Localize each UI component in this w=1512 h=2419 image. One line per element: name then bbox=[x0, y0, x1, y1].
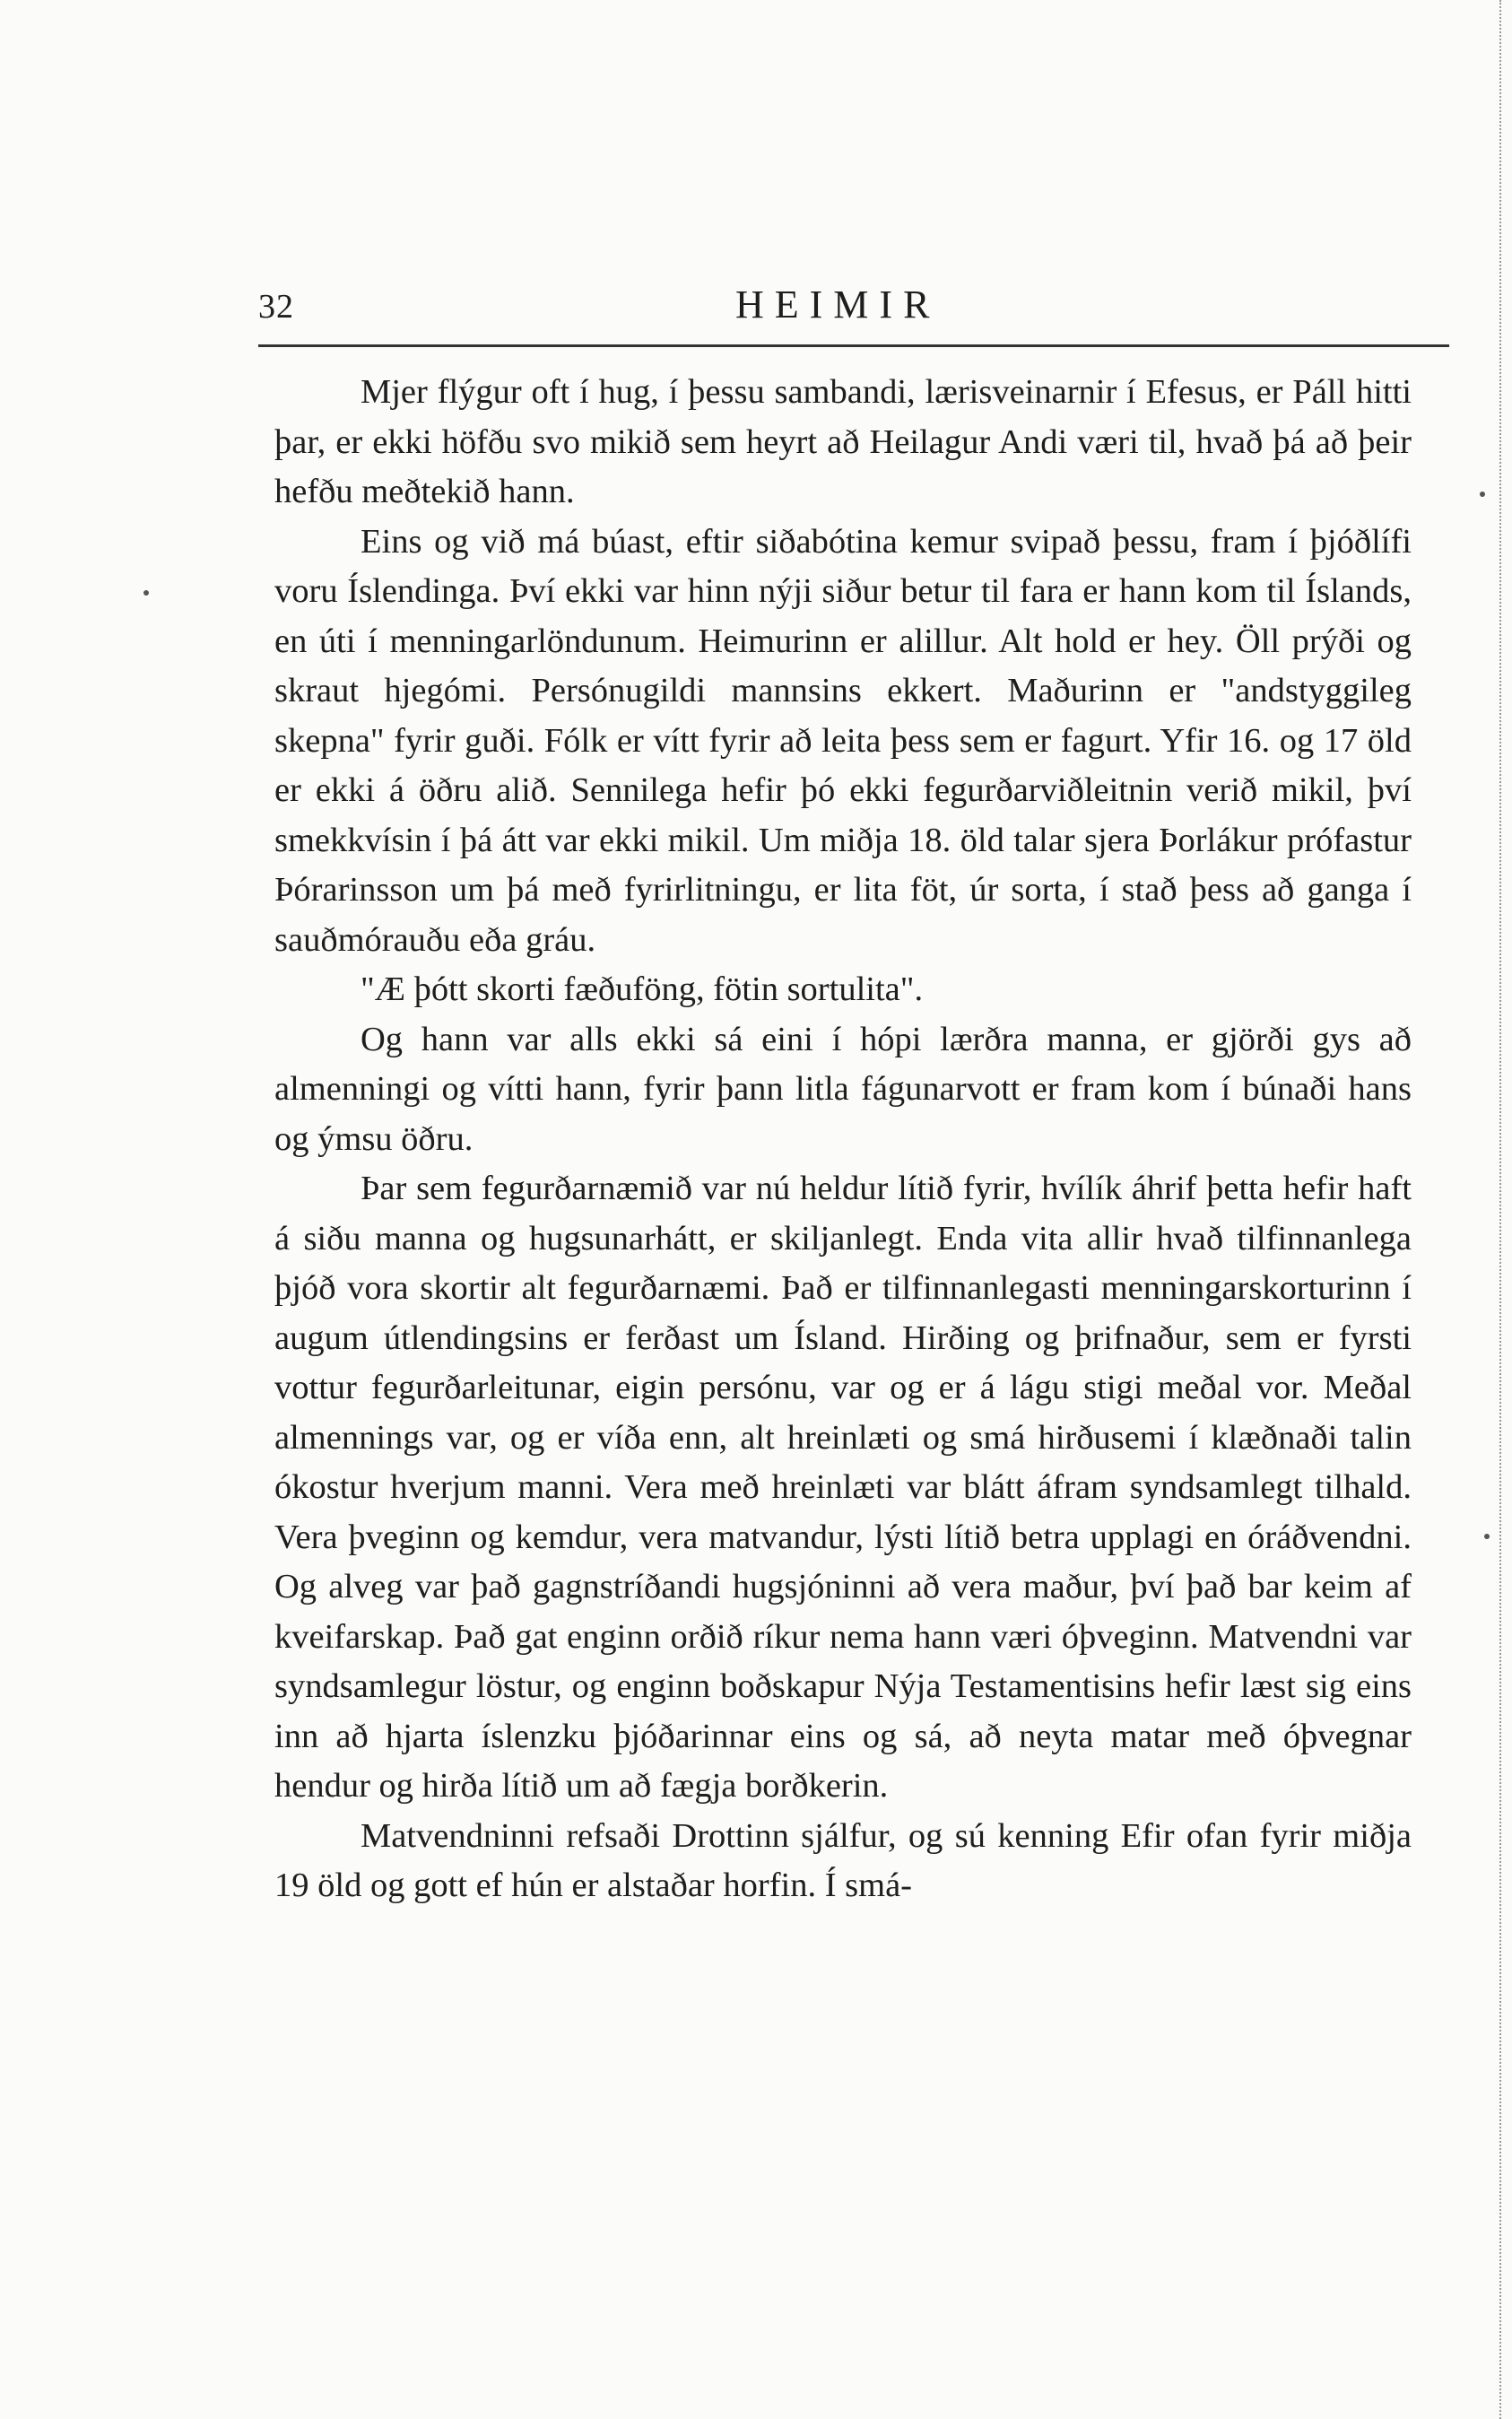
scan-speck bbox=[1480, 492, 1485, 497]
binding-edge bbox=[1499, 0, 1501, 2419]
paragraph: Og hann var alls ekki sá eini í hópi lærðra manna, er gjörði gys að almenningi og vítti hann, fyrir þann litla fágunarvott er fram kom í búnaði hans og ýmsu öðru. bbox=[274, 1020, 1412, 1158]
scan-speck bbox=[1484, 1534, 1490, 1539]
header-rule bbox=[258, 344, 1449, 347]
running-head: HEIMIR bbox=[735, 283, 941, 326]
page-body bbox=[274, 368, 1412, 1911]
page-number: 32 bbox=[258, 288, 294, 326]
paragraph: Þar sem fegurðarnæmið var nú heldur lítið fyrir, hvílík áhrif þetta hefir haft á siðu manna og hugsunarhátt, er skiljanlegt. Enda vita allir hvað tilfinnanlega þjóð vora skortir alt fegurðarnæmi. Það er tilfinnanlegasti menningarskorturinn í augum útlendingsins er ferðast um Ísland. Hirðing og þrifnaður, sem er fyrsti vottur fegurðarleitunar, eigin persónu, var og er á lágu stigi meðal vor. Meðal almennings var, og er víða enn, alt hreinlæti og smá hirðusemi í klæðnaði talin ókostur hverjum manni. Vera með hreinlæti var blátt áfram syndsamlegt tilhald. Vera þveginn og kemdur, vera matvandur, lýsti lítið betra upplagi en óráðvendni. Og alveg var það gagnstríðandi hugsjóninni að vera maður, því það bar keim af kveifarskap. Það gat enginn orðið ríkur nema hann væri óþveginn. Matvendni var syndsamlegur löstur, og enginn boðskapur Nýja Testamentisins hefir læst sig eins inn að hjarta íslenzku þjóðarinnar eins og sá, að neyta matar með óþvegnar hendur og hirða lítið um að fægja borðkerin. bbox=[274, 1170, 1412, 1805]
verse-quote: "Æ þótt skorti fæðuföng, fötin sortulita". bbox=[361, 970, 924, 1008]
paragraph: Matvendninni refsaði Drottinn sjálfur, og sú kenning Efir ofan fyrir miðja 19 öld og gott ef hún er alstaðar horfin. Í smá- bbox=[274, 1816, 1412, 1904]
paragraph: Eins og við má búast, eftir siðabótina kemur svipað þessu, fram í þjóðlífi voru Íslendinga. Því ekki var hinn nýji siður betur til fara er hann kom til Íslands, en úti í menningarlöndunum. Heimurinn er alillur. Alt hold er hey. Öll prýði og skraut hjegómi. Persónugildi mannsins ekkert. Maðurinn er "andstyggileg skepna" fyrir guði. Fólk er vítt fyrir að leita þess sem er fagurt. Yfir 16. og 17 öld er ekki á öðru alið. Sennilega hefir þó ekki fegurðarviðleitnin verið mikil, því smekkvísin í þá átt var ekki mikil. Um miðja 18. öld talar sjera Þorlákur prófastur Þórarinsson um þá með fyrirlitningu, er lita föt, úr sorta, í stað þess að ganga í sauðmórauðu eða gráu. bbox=[274, 522, 1412, 959]
page-header bbox=[258, 278, 1451, 350]
scan-speck bbox=[143, 590, 149, 596]
paragraph: Mjer flýgur oft í hug, í þessu sambandi, lærisveinarnir í Efesus, er Páll hitti þar, er ekki höfðu svo mikið sem heyrt að Heilagur Andi væri til, hvað þá að þeir hefðu meðtekið hann. bbox=[274, 373, 1412, 510]
